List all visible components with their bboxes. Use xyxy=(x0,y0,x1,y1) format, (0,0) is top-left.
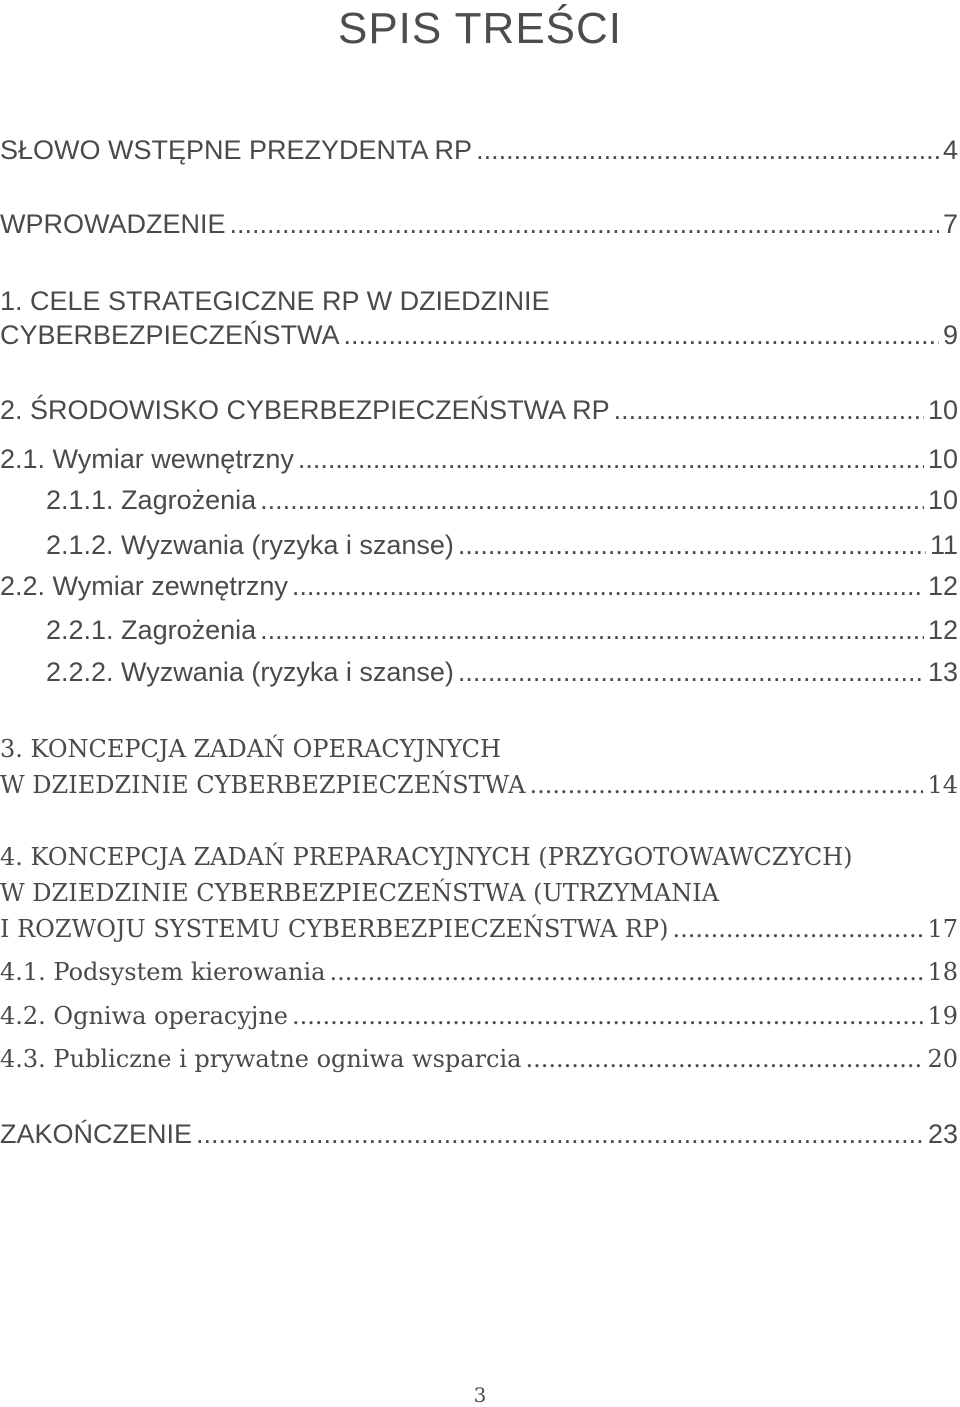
toc-label: 4.2. Ogniwa operacyjne xyxy=(0,1002,288,1030)
toc-entry-wprowadzenie[interactable] xyxy=(0,208,958,240)
toc-leader-dots xyxy=(196,1118,924,1150)
toc-label: 4.3. Publiczne i prywatne ogniwa wsparcia xyxy=(0,1045,522,1073)
toc-label-line: 1. CELE STRATEGICZNE RP W DZIEDZINIE xyxy=(0,286,550,316)
toc-entry-2-1-1[interactable] xyxy=(46,484,958,516)
toc-page-number: 23 xyxy=(927,1119,958,1149)
toc-label: 2.1.2. Wyzwania (ryzyka i szanse) xyxy=(46,530,454,560)
page-number: 3 xyxy=(473,1383,487,1407)
toc-label: CYBERBEZPIECZEŃSTWA xyxy=(0,320,340,350)
toc-entry-2-2-1[interactable] xyxy=(46,614,958,646)
toc-leader-dots xyxy=(344,319,939,351)
toc-leader-dots xyxy=(260,614,924,646)
page-title: SPIS TREŚCI xyxy=(337,4,623,53)
toc-label: 2.2.1. Zagrożenia xyxy=(46,615,257,645)
toc-page-number: 17 xyxy=(927,915,958,943)
toc-page-number: 19 xyxy=(927,1002,958,1030)
toc-page-number: 20 xyxy=(927,1045,958,1073)
toc-leader-dots xyxy=(529,769,923,801)
toc-label: 2.2. Wymiar zewnętrzny xyxy=(0,571,288,601)
toc-label: W DZIEDZINIE CYBERBEZPIECZEŃSTWA xyxy=(0,771,526,799)
toc-label: 2.2.2. Wyzwania (ryzyka i szanse) xyxy=(46,657,454,687)
toc-leader-dots xyxy=(230,208,939,240)
toc-leader-dots xyxy=(525,1043,923,1075)
toc-leader-dots xyxy=(298,443,924,475)
toc-page-number: 10 xyxy=(927,444,958,474)
toc-entry-koncepcja-preparacyjnych[interactable] xyxy=(0,841,958,945)
toc-entry-2-1-2[interactable] xyxy=(46,529,958,561)
toc-entry-koncepcja-operacyjnych[interactable] xyxy=(0,733,958,801)
toc-label: SŁOWO WSTĘPNE PREZYDENTA RP xyxy=(0,135,473,165)
toc-label: 4.1. Podsystem kierowania xyxy=(0,958,326,986)
toc-label: WPROWADZENIE xyxy=(0,209,226,239)
toc-page-number: 14 xyxy=(927,771,958,799)
toc-label-line: 4. KONCEPCJA ZADAŃ PREPARACYJNYCH (PRZYGOTOWAWCZYCH) xyxy=(0,843,853,871)
toc-page-number: 4 xyxy=(942,135,958,165)
toc-leader-dots xyxy=(614,394,924,426)
toc-entry-4-2[interactable] xyxy=(0,1000,958,1032)
toc-page-number: 12 xyxy=(927,571,958,601)
toc-page-number: 12 xyxy=(927,615,958,645)
toc-page-number: 11 xyxy=(929,530,958,560)
toc-leader-dots xyxy=(672,913,923,945)
toc-entry-srodowisko[interactable] xyxy=(0,394,958,426)
toc-entry-cele-strategiczne[interactable] xyxy=(0,285,958,351)
toc-entry-4-3[interactable] xyxy=(0,1043,958,1075)
toc-leader-dots xyxy=(476,134,939,166)
toc-label-line: 3. KONCEPCJA ZADAŃ OPERACYJNYCH xyxy=(0,735,501,763)
toc-leader-dots xyxy=(292,570,924,602)
toc-entry-2-2[interactable] xyxy=(0,570,958,602)
toc-page-number: 10 xyxy=(927,395,958,425)
toc-entry-slowo-wstepne[interactable] xyxy=(0,134,958,166)
toc-page-number: 18 xyxy=(927,958,958,986)
toc-label-line: W DZIEDZINIE CYBERBEZPIECZEŃSTWA (UTRZYMANIA xyxy=(0,879,720,907)
toc-leader-dots xyxy=(329,956,923,988)
toc-page-number: 7 xyxy=(942,209,958,239)
toc-leader-dots xyxy=(458,656,924,688)
toc-entry-zakonczenie[interactable] xyxy=(0,1118,958,1150)
toc-label: 2.1. Wymiar wewnętrzny xyxy=(0,444,294,474)
toc-page-number: 10 xyxy=(927,485,958,515)
toc-label: 2.1.1. Zagrożenia xyxy=(46,485,257,515)
toc-leader-dots xyxy=(458,529,926,561)
toc-label: I ROZWOJU SYSTEMU CYBERBEZPIECZEŃSTWA RP) xyxy=(0,915,669,943)
toc-label: 2. ŚRODOWISKO CYBERBEZPIECZEŃSTWA RP xyxy=(0,395,610,425)
toc-leader-dots xyxy=(260,484,924,516)
toc-page-number: 13 xyxy=(927,657,958,687)
toc-leader-dots xyxy=(292,1000,923,1032)
toc-entry-2-2-2[interactable] xyxy=(46,656,958,688)
toc-entry-2-1[interactable] xyxy=(0,443,958,475)
toc-page-number: 9 xyxy=(942,320,958,350)
toc-label: ZAKOŃCZENIE xyxy=(0,1119,193,1149)
toc-entry-4-1[interactable] xyxy=(0,956,958,988)
